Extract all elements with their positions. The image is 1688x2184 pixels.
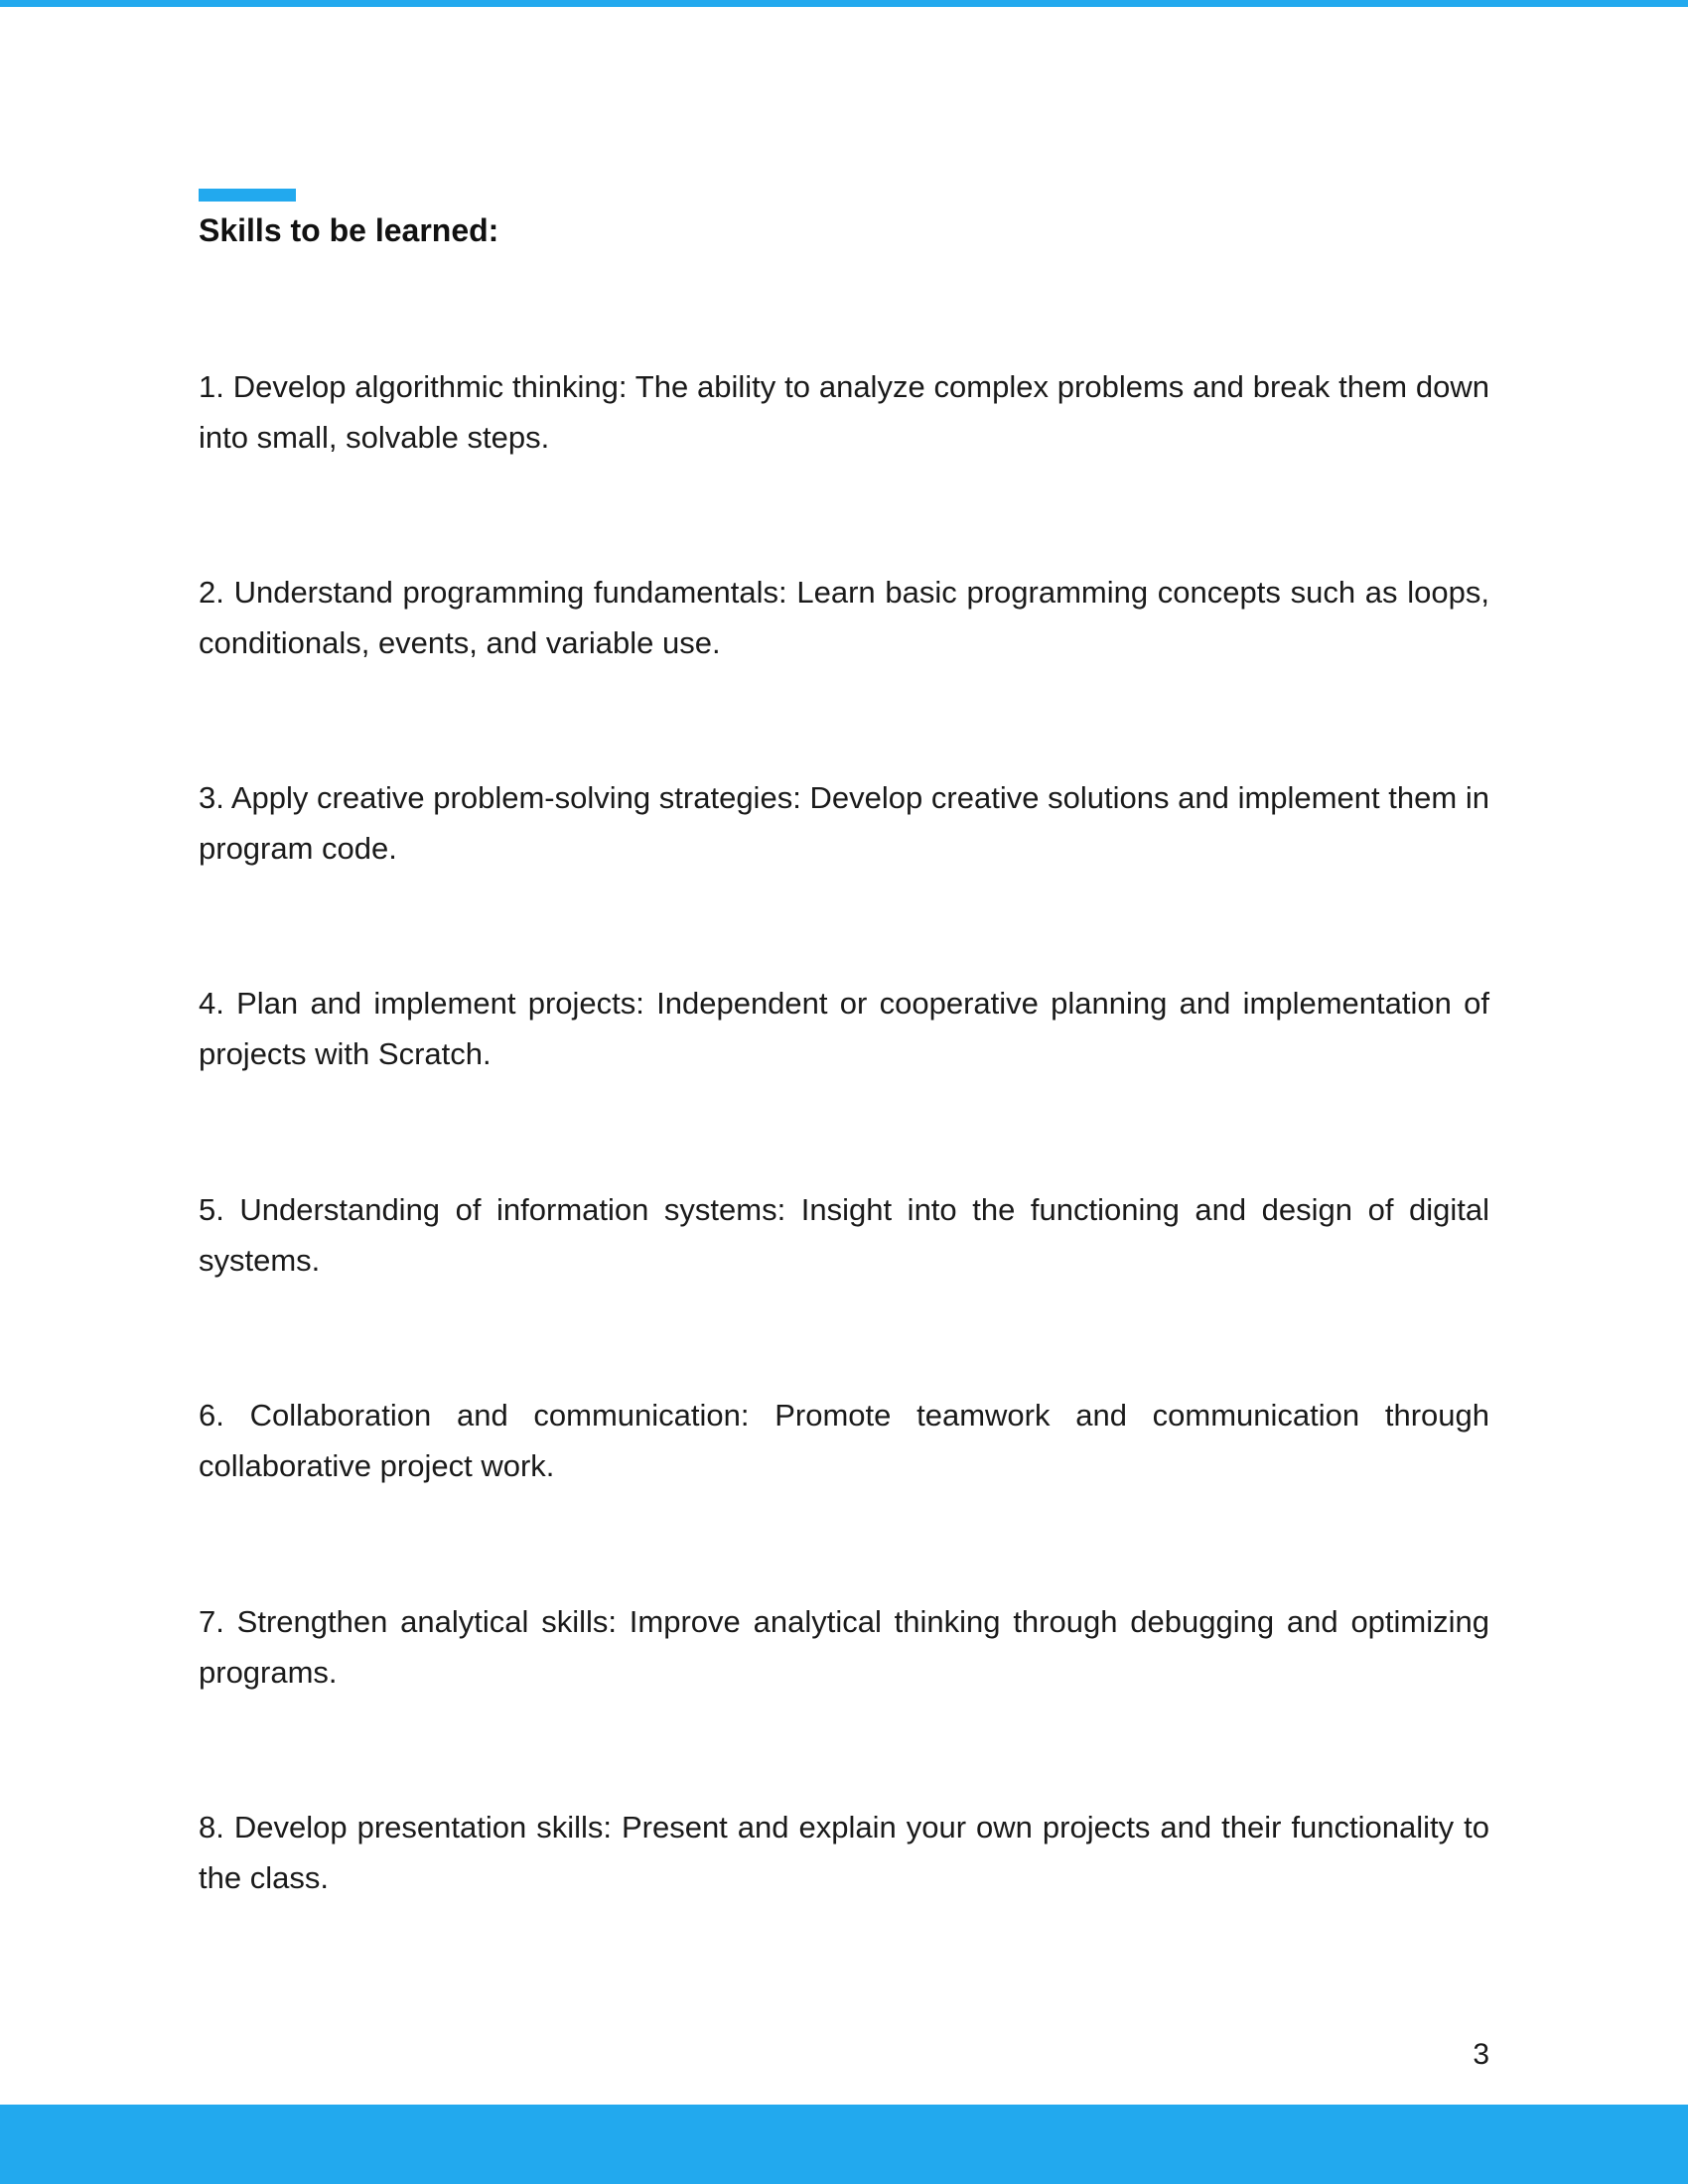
skill-item-7: 7. Strengthen analytical skills: Improve analytical thinking through debugging and optimizing programs. [199,1604,1489,1690]
skill-item-5: 5. Understanding of information systems: Insight into the functioning and design of digital systems. [199,1192,1489,1278]
skill-item-2: 2. Understand programming fundamentals: Learn basic programming concepts such as loops, conditionals, events, and variable use. [199,575,1489,660]
heading-accent-bar [199,189,296,202]
skill-item-3: 3. Apply creative problem-solving strategies: Develop creative solutions and implement them in program code. [199,780,1489,866]
skill-item-1: 1. Develop algorithmic thinking: The ability to analyze complex problems and break them down into small, solvable steps. [199,369,1489,455]
bottom-accent-band [0,2105,1688,2184]
skill-item-4: 4. Plan and implement projects: Independent or cooperative planning and implementation of projects with Scratch. [199,986,1489,1071]
page-number: 3 [1473,2038,1489,2071]
skill-item-8: 8. Develop presentation skills: Present and explain your own projects and their functionality to the class. [199,1810,1489,1895]
section-heading: Skills to be learned: [199,212,499,248]
skill-item-6: 6. Collaboration and communication: Promote teamwork and communication through collaborative project work. [199,1398,1489,1483]
top-accent-stripe [0,0,1688,7]
